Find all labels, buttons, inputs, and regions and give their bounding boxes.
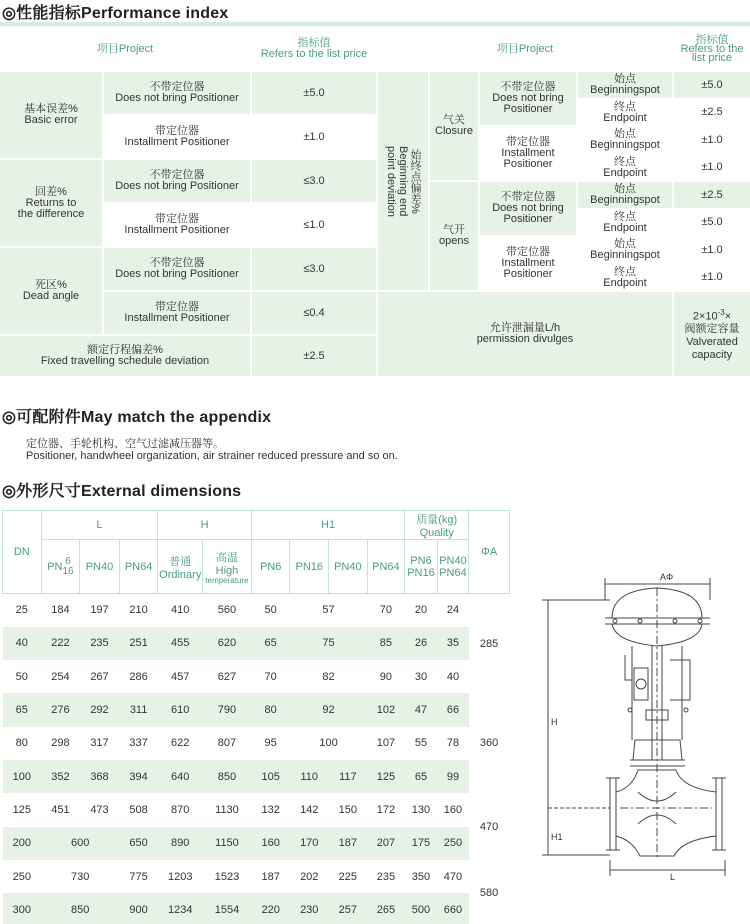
leakage-value: $2\times 10^{-3}\times$ 阀额定容量 Valverated capacity xyxy=(674,292,750,376)
col-header-pn6: PN6 xyxy=(251,540,290,594)
col-header-H: H xyxy=(158,511,251,540)
beginning-spot-label: 始点 Beginningspot xyxy=(578,72,672,98)
col-header-ordinary: 普通 Ordinary xyxy=(158,540,203,594)
phiA-cell: 580 xyxy=(469,860,510,924)
col-header-pn64: PN64 xyxy=(119,540,158,594)
perf-header-value-left: 指标值 Refers to the list price xyxy=(260,37,368,60)
beginning-spot-label: 始点 Beginningspot xyxy=(578,182,672,208)
phiA-cell: 360 xyxy=(469,693,510,793)
col-header-pn16: PN16 xyxy=(290,540,329,594)
value-cell: ±1.0 xyxy=(674,237,750,263)
value-cell: ±2.5 xyxy=(674,182,750,208)
table-row: 80 298 317 337 622 807 95 100 107 55 78 xyxy=(3,727,510,760)
section-title-performance: ◎性能指标Performance index xyxy=(2,3,229,22)
table-row: 40 222 235 251 455 620 65 75 85 26 35 xyxy=(3,627,510,660)
value-cell: ±2.5 xyxy=(674,100,750,125)
col-header-dn: DN xyxy=(3,511,42,594)
table-row: 100 352 368 394 640 850 105 110 117 125 65 99 xyxy=(3,760,510,793)
no-positioner-label: 不带定位器 Does not bring Positioner xyxy=(104,160,250,202)
value-cell: ±5.0 xyxy=(674,210,750,235)
no-positioner-label: 不带定位器 Does not bring Positioner xyxy=(480,182,576,235)
endpoint-label: 终点 Endpoint xyxy=(578,265,672,290)
value-cell: ≤1.0 xyxy=(252,204,376,246)
value-cell: ±1.0 xyxy=(674,155,750,180)
label-H: H xyxy=(551,717,558,727)
label-L: L xyxy=(670,872,676,882)
col-header-quality: 质量(kg) Quality xyxy=(405,511,469,540)
with-positioner-label: 带定位器 Installment Positioner xyxy=(104,292,250,334)
valve-drawing xyxy=(520,560,750,890)
section-title-appendix: ◎可配附件May match the appendix xyxy=(2,407,272,426)
table-row: 25 184 197 210 410 560 50 57 70 20 24 285 xyxy=(3,594,510,627)
endpoint-label: 终点 Endpoint xyxy=(578,100,672,125)
value-cell: ±5.0 xyxy=(252,72,376,114)
table-row: 50 254 267 286 457 627 70 82 90 30 40 xyxy=(3,660,510,693)
valve-flange-left xyxy=(610,778,616,850)
with-positioner-label: 带定位器 Installment Positioner xyxy=(480,127,576,180)
with-positioner-label: 带定位器 Installment Positioner xyxy=(104,204,250,246)
label-phiA: AΦ xyxy=(660,572,674,582)
leakage-label: 允许泄漏量L/h permission divulges xyxy=(378,292,672,376)
return-difference-label: 回差% Returns to the difference xyxy=(0,160,102,246)
beginning-spot-label: 始点 Beginningspot xyxy=(578,127,672,153)
perf-header-value-right: 指标值 Refers to the list price xyxy=(680,33,744,64)
col-header-quality-pn40-64: PN40 PN64 xyxy=(437,540,469,594)
value-cell: ≤3.0 xyxy=(252,160,376,202)
section-title-dimensions: ◎外形尺寸External dimensions xyxy=(2,481,242,500)
value-cell: ±1.0 xyxy=(252,116,376,158)
value-cell: ±5.0 xyxy=(674,72,750,98)
bullet-icon: ◎ xyxy=(2,409,17,426)
phiA-cell: 470 xyxy=(469,793,510,860)
valve-flange-right xyxy=(716,778,722,850)
table-row: 200 600 650 890 1150 160 170 187 207 175 250 xyxy=(3,827,510,860)
no-positioner-label: 不带定位器 Does not bring Positioner xyxy=(104,248,250,290)
value-cell: ±2.5 xyxy=(252,336,376,376)
value-cell: ±1.0 xyxy=(674,127,750,153)
with-positioner-label: 带定位器 Installment Positioner xyxy=(480,237,576,290)
divider xyxy=(0,22,750,26)
col-header-H1: H1 xyxy=(251,511,404,540)
beginning-spot-label: 始点 Beginningspot xyxy=(578,237,672,263)
value-cell: ±1.0 xyxy=(674,265,750,290)
label-H1: H1 xyxy=(551,832,563,842)
endpoint-deviation-label: 始终点偏差% Beginning end point deviation xyxy=(378,72,428,290)
perf-header-project-left: 项目Project xyxy=(96,42,154,55)
endpoint-label: 终点 Endpoint xyxy=(578,155,672,180)
table-row: 300 850 900 1234 1554 220 230 257 265 500 660 xyxy=(3,893,510,924)
bullet-icon: ◎ xyxy=(2,483,17,500)
phiA-cell: 285 xyxy=(469,594,510,694)
bullet-icon: ◎ xyxy=(2,5,17,22)
table-row: 65 276 292 311 610 790 80 92 102 47 66 360 xyxy=(3,693,510,726)
value-cell: ≤0.4 xyxy=(252,292,376,334)
col-header-L: L xyxy=(41,511,158,540)
closure-label: 气关 Closure xyxy=(430,72,478,180)
col-header-high: 高温 High temperature xyxy=(203,540,252,594)
col-header-pn40: PN40 xyxy=(329,540,368,594)
with-positioner-label: 带定位器 Installment Positioner xyxy=(104,116,250,158)
travel-deviation-label: 额定行程偏差% Fixed travelling schedule deviation xyxy=(0,336,250,376)
dead-angle-label: 死区% Dead angle xyxy=(0,248,102,334)
basic-error-label: 基本误差% Basic error xyxy=(0,72,102,158)
appendix-text-en: Positioner, handwheel organization, air strainer reduced pressure and so on. xyxy=(26,450,398,462)
table-row: 250 730 775 1203 1523 187 202 225 235 350 470 580 xyxy=(3,860,510,893)
col-header-pn6-16: PN 6 16 xyxy=(41,540,80,594)
col-header-phiA: ΦA xyxy=(469,511,510,594)
no-positioner-label: 不带定位器 Does not bring Positioner xyxy=(104,72,250,114)
endpoint-label: 终点 Endpoint xyxy=(578,210,672,235)
appendix-text-cn: 定位器、手轮机构、空气过滤减压器等。 xyxy=(26,438,224,450)
col-header-pn40: PN40 xyxy=(80,540,120,594)
perf-header-project-right: 项目Project xyxy=(496,42,554,55)
col-header-quality-pn6-16: PN6 PN16 xyxy=(405,540,438,594)
opens-label: 气开 opens xyxy=(430,182,478,290)
table-row: 125 451 473 508 870 1130 132 142 150 172 130 160 470 xyxy=(3,793,510,826)
dimensions-table xyxy=(2,510,510,924)
col-header-pn64: PN64 xyxy=(367,540,405,594)
value-cell: ≤3.0 xyxy=(252,248,376,290)
no-positioner-label: 不带定位器 Does not bring Positioner xyxy=(480,72,576,125)
